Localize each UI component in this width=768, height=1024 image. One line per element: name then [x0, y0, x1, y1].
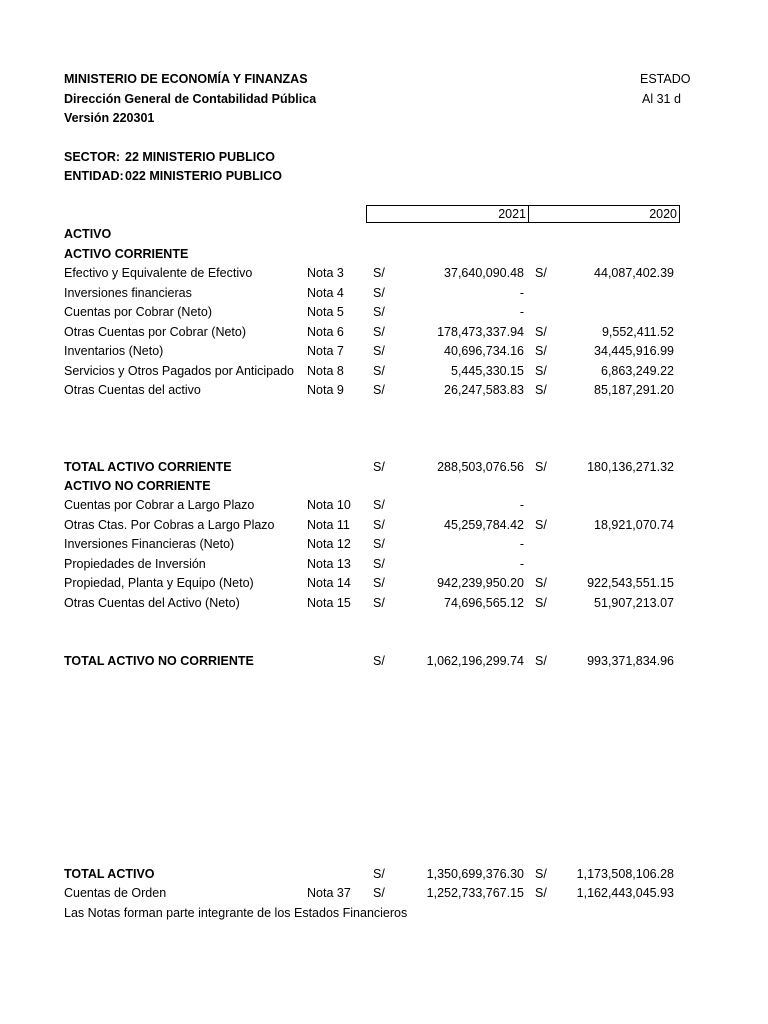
currency-2021: S/: [373, 305, 385, 319]
table-row: [0, 556, 768, 572]
currency-2020: S/: [535, 576, 547, 590]
currency-2021: S/: [373, 867, 385, 881]
row-note: Nota 11: [307, 517, 350, 532]
value-2020: 51,907,213.07: [594, 595, 674, 610]
currency-2020: S/: [535, 324, 547, 339]
row-label: Propiedad, Planta y Equipo (Neto): [64, 576, 254, 590]
year-2021-header: 2021: [366, 205, 529, 223]
row-label: Cuentas por Cobrar a Largo Plazo: [64, 498, 255, 512]
table-row: [0, 575, 768, 591]
row-label: Cuentas por Cobrar (Neto): [64, 305, 212, 319]
total-activo-row: [0, 866, 768, 882]
row-note: Nota 15: [307, 595, 351, 610]
value-2021: 5,445,330.15: [451, 363, 524, 378]
value-2020: 993,371,834.96: [587, 654, 674, 668]
currency-2021: S/: [373, 324, 385, 339]
value-2021: -: [519, 498, 524, 512]
row-label: Otras Cuentas del Activo (Neto): [64, 595, 240, 610]
row-note: Nota 14: [307, 576, 351, 590]
value-2021: 1,062,196,299.74: [426, 654, 524, 668]
section-activo: ACTIVO: [64, 227, 112, 241]
row-label: TOTAL ACTIVO NO CORRIENTE: [64, 654, 254, 668]
value-2021: -: [519, 285, 524, 300]
value-2021: 74,696,565.12: [444, 595, 524, 610]
currency-2020: S/: [535, 363, 547, 378]
currency-2021: S/: [373, 363, 385, 378]
table-row: [0, 343, 768, 359]
table-row: [0, 517, 768, 533]
currency-2021: S/: [373, 517, 385, 532]
value-2021: -: [519, 305, 524, 319]
value-2020: 18,921,070.74: [594, 517, 674, 532]
currency-2021: S/: [373, 460, 385, 474]
value-2021: 26,247,583.83: [444, 383, 524, 397]
value-2021: -: [519, 537, 524, 551]
value-2020: 34,445,916.99: [594, 344, 674, 358]
table-row: [0, 363, 768, 379]
row-note: Nota 5: [307, 305, 344, 319]
entidad-value: 022 MINISTERIO PUBLICO: [125, 169, 282, 183]
row-note: Nota 6: [307, 324, 344, 339]
value-2020: 6,863,249.22: [601, 363, 674, 378]
table-row: [0, 382, 768, 398]
row-label: TOTAL ACTIVO: [64, 867, 155, 881]
currency-2021: S/: [373, 383, 385, 397]
sector-label: SECTOR:: [64, 150, 121, 164]
currency-2020: S/: [535, 266, 547, 280]
table-row: [0, 285, 768, 301]
currency-2020: S/: [535, 460, 547, 474]
value-2021: 45,259,784.42: [444, 517, 524, 532]
row-note: Nota 13: [307, 556, 351, 571]
currency-2021: S/: [373, 595, 385, 610]
value-2020: 1,173,508,106.28: [576, 867, 674, 881]
currency-2020: S/: [535, 654, 547, 668]
currency-2020: S/: [535, 867, 547, 881]
value-2020: 922,543,551.15: [587, 576, 674, 590]
table-row: [0, 497, 768, 513]
statement-date-partial: Al 31 d: [642, 92, 681, 106]
row-label: Otras Cuentas del activo: [64, 383, 201, 397]
year-2020-header: 2020: [528, 205, 680, 223]
currency-2021: S/: [373, 537, 385, 551]
total-noncurrent-row: [0, 653, 768, 669]
value-2021: 942,239,950.20: [437, 576, 524, 590]
row-note: Nota 10: [307, 498, 351, 512]
currency-2021: S/: [373, 576, 385, 590]
row-note: Nota 7: [307, 344, 344, 358]
row-note: Nota 9: [307, 383, 344, 397]
total-current-row: [0, 459, 768, 475]
row-label: Otras Cuentas por Cobrar (Neto): [64, 324, 247, 339]
row-note: Nota 8: [307, 363, 344, 378]
row-label: Otras Ctas. Por Cobras a Largo Plazo: [64, 517, 275, 532]
currency-2021: S/: [373, 285, 385, 300]
footer-note: Las Notas forman parte integrante de los Estados Financieros: [64, 906, 408, 920]
currency-2021: S/: [373, 498, 385, 512]
value-2021: 178,473,337.94: [437, 324, 524, 339]
value-2020: 44,087,402.39: [594, 266, 674, 280]
table-row: [0, 265, 768, 281]
version-label: Versión 220301: [64, 111, 155, 125]
currency-2020: S/: [535, 383, 547, 397]
row-label: Efectivo y Equivalente de Efectivo: [64, 266, 253, 280]
row-label: Inventarios (Neto): [64, 344, 164, 358]
entidad-label: ENTIDAD:: [64, 169, 124, 183]
value-2020: 1,162,443,045.93: [576, 886, 674, 900]
currency-2021: S/: [373, 344, 385, 358]
table-row: [0, 324, 768, 340]
row-note: Nota 3: [307, 266, 344, 280]
currency-2021: S/: [373, 266, 385, 280]
section-activo-no-corriente: ACTIVO NO CORRIENTE: [64, 479, 211, 493]
row-label: Propiedades de Inversión: [64, 556, 206, 571]
value-2020: 9,552,411.52: [601, 324, 674, 339]
value-2020: 180,136,271.32: [587, 460, 674, 474]
row-label: TOTAL ACTIVO CORRIENTE: [64, 460, 232, 474]
sector-value: 22 MINISTERIO PUBLICO: [125, 150, 276, 164]
value-2020: 85,187,291.20: [594, 383, 674, 397]
row-note: Nota 12: [307, 537, 351, 551]
value-2021: -: [519, 556, 524, 571]
cuentas-orden-row: [0, 885, 768, 901]
ministry-title: MINISTERIO DE ECONOMÍA Y FINANZAS: [64, 72, 308, 86]
row-label: Cuentas de Orden: [64, 886, 167, 900]
row-note: Nota 4: [307, 285, 344, 300]
statement-title-partial: ESTADO: [640, 72, 691, 86]
value-2021: 37,640,090.48: [444, 266, 524, 280]
currency-2021: S/: [373, 556, 385, 571]
value-2021: 288,503,076.56: [437, 460, 524, 474]
table-row: [0, 304, 768, 320]
row-note: Nota 37: [307, 886, 351, 900]
currency-2020: S/: [535, 344, 547, 358]
currency-2021: S/: [373, 886, 385, 900]
currency-2020: S/: [535, 517, 547, 532]
currency-2020: S/: [535, 595, 547, 610]
row-label: Inversiones Financieras (Neto): [64, 537, 235, 551]
value-2021: 40,696,734.16: [444, 344, 524, 358]
value-2021: 1,252,733,767.15: [426, 886, 524, 900]
row-label: Inversiones financieras: [64, 285, 192, 300]
section-activo-corriente: ACTIVO CORRIENTE: [64, 247, 189, 261]
table-row: [0, 536, 768, 552]
value-2021: 1,350,699,376.30: [426, 867, 524, 881]
currency-2020: S/: [535, 886, 547, 900]
currency-2021: S/: [373, 654, 385, 668]
table-row: [0, 595, 768, 611]
direction-title: Dirección General de Contabilidad Pública: [64, 92, 317, 106]
row-label: Servicios y Otros Pagados por Anticipado: [64, 363, 294, 378]
